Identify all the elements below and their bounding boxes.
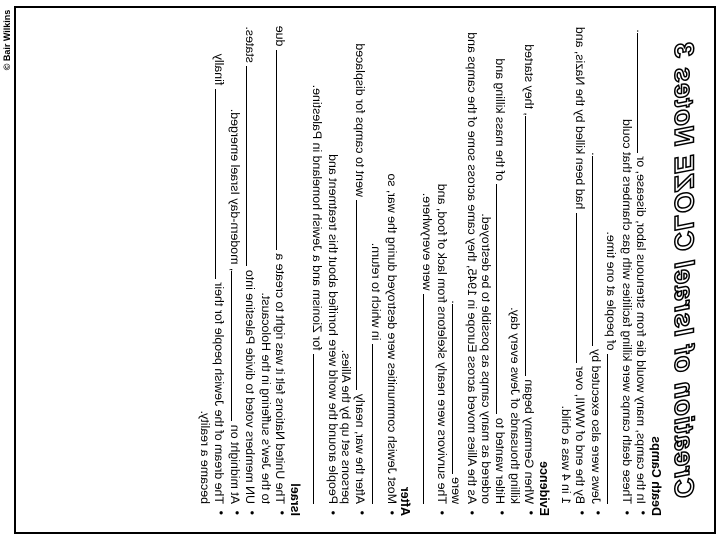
list-item: • After the war, nearly went to camps for displaced persons set up by the Allies.: [339, 24, 369, 516]
list-item: • Hitler wanted to of the mass killing and ordered as many camps as possible to be destroyed.: [478, 24, 508, 516]
list-item: • People around the world were horrified about this treatment and for Zionism and a Jewish homeland in Palestine.: [309, 24, 339, 516]
fill-blank[interactable]: [231, 271, 243, 421]
copyright-text: © Bair Wilkins: [2, 9, 12, 71]
list-item: • The dream of the Jewish people for their finally became a reality.: [197, 24, 227, 516]
list-item: • UN members voted to divide Palestine into states.: [243, 24, 259, 516]
list-item: • As the Allies moved across Europe in 1945, they came across some of the camps and were .: [448, 24, 478, 516]
list-item: • When Germany began , they started killing thousands of Jews every day.: [508, 24, 538, 516]
copyright-strip: [0, 0, 14, 540]
fill-blank[interactable]: [356, 200, 368, 390]
evidence-list: [419, 24, 537, 516]
list-item: • The United Nations felt it was right to create a due to the Jew's suffering in the Holocaust.: [258, 24, 288, 516]
fill-blank[interactable]: [215, 89, 227, 279]
death-camps-list: [558, 24, 649, 516]
list-item: • Jews were also executed by .: [588, 24, 604, 516]
fill-blank[interactable]: [246, 66, 258, 266]
page-title: Creation of Israel CLOZE Notes 3: [669, 41, 699, 499]
fill-blank[interactable]: [592, 156, 604, 346]
fill-blank[interactable]: [607, 354, 619, 504]
fill-blank[interactable]: [525, 116, 537, 376]
fill-blank[interactable]: [423, 294, 435, 504]
fill-blank[interactable]: [576, 213, 588, 363]
worksheet: [18, 10, 713, 530]
list-item: • Most Jewish communities were destroyed during the war, so in which to return.: [368, 24, 398, 516]
israel-list: [197, 24, 288, 516]
section-heading-israel: Israel: [288, 483, 303, 516]
list-item: • These death camps were killing facilities with gas chambers that could of people at one time.: [604, 24, 634, 516]
list-item: • The survivors were nearly skeletons from lack of food, and were everywhere.: [419, 24, 449, 516]
section-heading-after: After: [397, 486, 412, 516]
rotated-page: [18, 10, 713, 530]
list-item: • At midnight on , modern-day Israel emerged.: [227, 24, 243, 516]
fill-blank[interactable]: [276, 50, 288, 250]
fill-blank[interactable]: [313, 354, 325, 504]
fill-blank[interactable]: [452, 304, 464, 474]
section-heading-death-camps: Death Camps: [649, 436, 663, 516]
after-list: [309, 24, 398, 516]
fill-blank[interactable]: [496, 184, 508, 414]
fill-blank[interactable]: [637, 33, 649, 153]
list-item: • In the camps, many would die from strenuous labor, disease, or .: [633, 24, 649, 516]
section-heading-evidence: Evidence: [537, 461, 552, 516]
fill-blank[interactable]: [372, 344, 384, 504]
list-item: • By the end of WWII, over had been killed by the Nazis, and 1 in 4 was a child.: [558, 24, 588, 516]
